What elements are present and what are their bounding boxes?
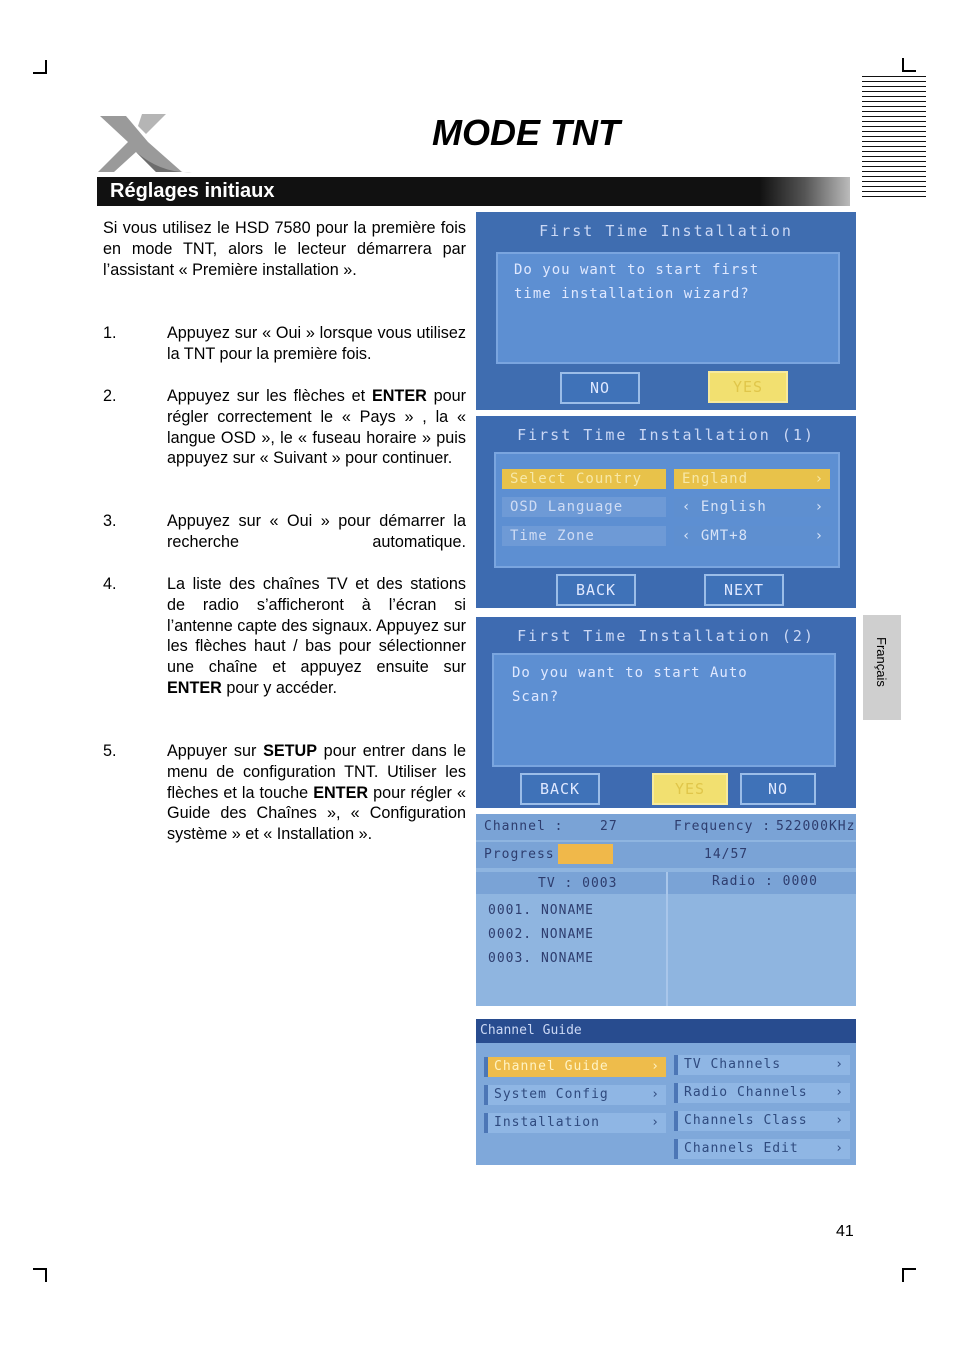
section-title: Réglages initiaux [110,180,275,202]
progress-fill [558,844,613,864]
no-button[interactable]: NO [560,372,640,404]
progress-label: Progress [484,847,555,862]
crop-mark-top-right [902,58,916,72]
chevron-right-icon: › [835,1141,844,1156]
menu-item-system-config[interactable]: System Config › [484,1085,666,1105]
chevron-right-icon: › [814,499,824,515]
row-label-osd-language[interactable]: OSD Language [502,497,666,517]
step-text: Appuyez sur « Oui » lorsque vous utilisez la TNT pour la première fois. [167,324,466,363]
submenu-item-radio-channels[interactable]: Radio Channels › [674,1083,850,1103]
step-number: 5. [103,742,117,760]
no-button[interactable]: NO [740,773,816,805]
decorative-stripes [862,72,926,198]
chevron-right-icon: › [835,1113,844,1128]
row-value-osd-language[interactable]: ‹ English › [674,497,830,517]
message-line: Do you want to start first [514,262,760,278]
chevron-right-icon: › [651,1059,660,1074]
chevron-left-icon: ‹ [682,499,701,515]
submenu-item-tv-channels[interactable]: TV Channels › [674,1055,850,1075]
message-line: time installation wizard? [514,286,750,302]
crop-mark-bottom-right [902,1268,916,1282]
back-button[interactable]: BACK [556,574,636,606]
step-number: 4. [103,575,117,593]
channel-label: Channel : [484,819,564,834]
channel-list-item[interactable]: 0001. NONAME [488,903,594,918]
message-line: Do you want to start Auto [512,665,748,681]
message-line: Scan? [512,689,560,705]
screen-header: Channel Guide [480,1023,582,1038]
row-value-time-zone[interactable]: ‹ GMT+8 › [674,526,830,546]
step-number: 2. [103,387,117,405]
intro-paragraph: Si vous utilisez le HSD 7580 pour la première fois en mode TNT, alors le lecteur démarrera par l’assistant « Première installation ». [103,219,466,279]
screen-header: First Time Installation (1) [517,426,815,444]
screen-auto-scan-progress [476,814,856,1006]
message-panel [496,252,840,364]
step-text: Appuyer sur SETUP pour entrer dans le menu de configuration TNT. Utiliser les flèches et la touche ENTER pour régler « Guide des Chaînes », « Configuration système » et « Installation ». [167,742,466,844]
crop-mark-bottom-left [33,1268,47,1282]
row-value-country[interactable]: England › [674,469,830,489]
menu-item-installation[interactable]: Installation › [484,1113,666,1133]
radio-count: Radio : 0000 [712,874,818,889]
screen-installation-step-2 [476,617,856,808]
chevron-left-icon: ‹ [682,528,701,544]
crop-mark-top-left [33,60,47,74]
page-title: MODE TNT [432,112,620,153]
submenu-item-channels-edit[interactable]: Channels Edit › [674,1139,850,1159]
frequency-label: Frequency : [674,819,772,834]
chevron-right-icon: › [651,1115,660,1130]
language-tab-label: Français [874,637,889,687]
chevron-right-icon: › [814,471,824,487]
step-number: 1. [103,324,117,342]
channel-value: 27 [600,819,618,834]
message-panel [492,653,836,767]
yes-button[interactable]: YES [652,773,728,805]
chevron-right-icon: › [835,1057,844,1072]
screen-installation-step-1 [476,416,856,608]
back-button[interactable]: BACK [520,773,600,805]
tv-count: TV : 0003 [538,876,618,891]
yes-button[interactable]: YES [708,371,788,403]
row-label-country[interactable]: Select Country [502,469,666,489]
step-text: La liste des chaînes TV et des stations de radio s’afficheront à l’écran si l’antenne capte des signaux. Appuyez sur les flèches haut / bas pour sélectionner une chaîne et appuyez ensuite sur ENTER pour y accéder. [167,575,466,697]
submenu-item-channels-class[interactable]: Channels Class › [674,1111,850,1131]
screen-header: First Time Installation (2) [517,627,815,645]
next-button[interactable]: NEXT [704,574,784,606]
language-side-tab [863,615,901,720]
frequency-value: 522000KHz [776,819,856,834]
page-number: 41 [836,1223,854,1240]
screen-first-time-installation [476,212,856,410]
step-text: Appuyez sur « Oui » pour démarrer la recherche automatique. [167,512,466,551]
progress-text: 14/57 [704,847,749,862]
column-divider [666,872,668,1006]
brand-logo [96,108,196,176]
step-text: Appuyez sur les flèches et ENTER pour régler correctement le « Pays » , la « langue OSD », le « fuseau horaire » puis appuyez sur « Suivant » pour continuer. [167,387,467,468]
screen-header: First Time Installation [539,222,793,240]
menu-item-channel-guide[interactable]: Channel Guide › [484,1057,666,1077]
chevron-right-icon: › [835,1085,844,1100]
channel-list-item[interactable]: 0002. NONAME [488,927,594,942]
channel-list-item[interactable]: 0003. NONAME [488,951,594,966]
screen-channel-guide-menu [476,1019,856,1165]
chevron-right-icon: › [814,528,824,544]
chevron-right-icon: › [651,1087,660,1102]
row-label-time-zone[interactable]: Time Zone [502,526,666,546]
step-number: 3. [103,512,117,530]
